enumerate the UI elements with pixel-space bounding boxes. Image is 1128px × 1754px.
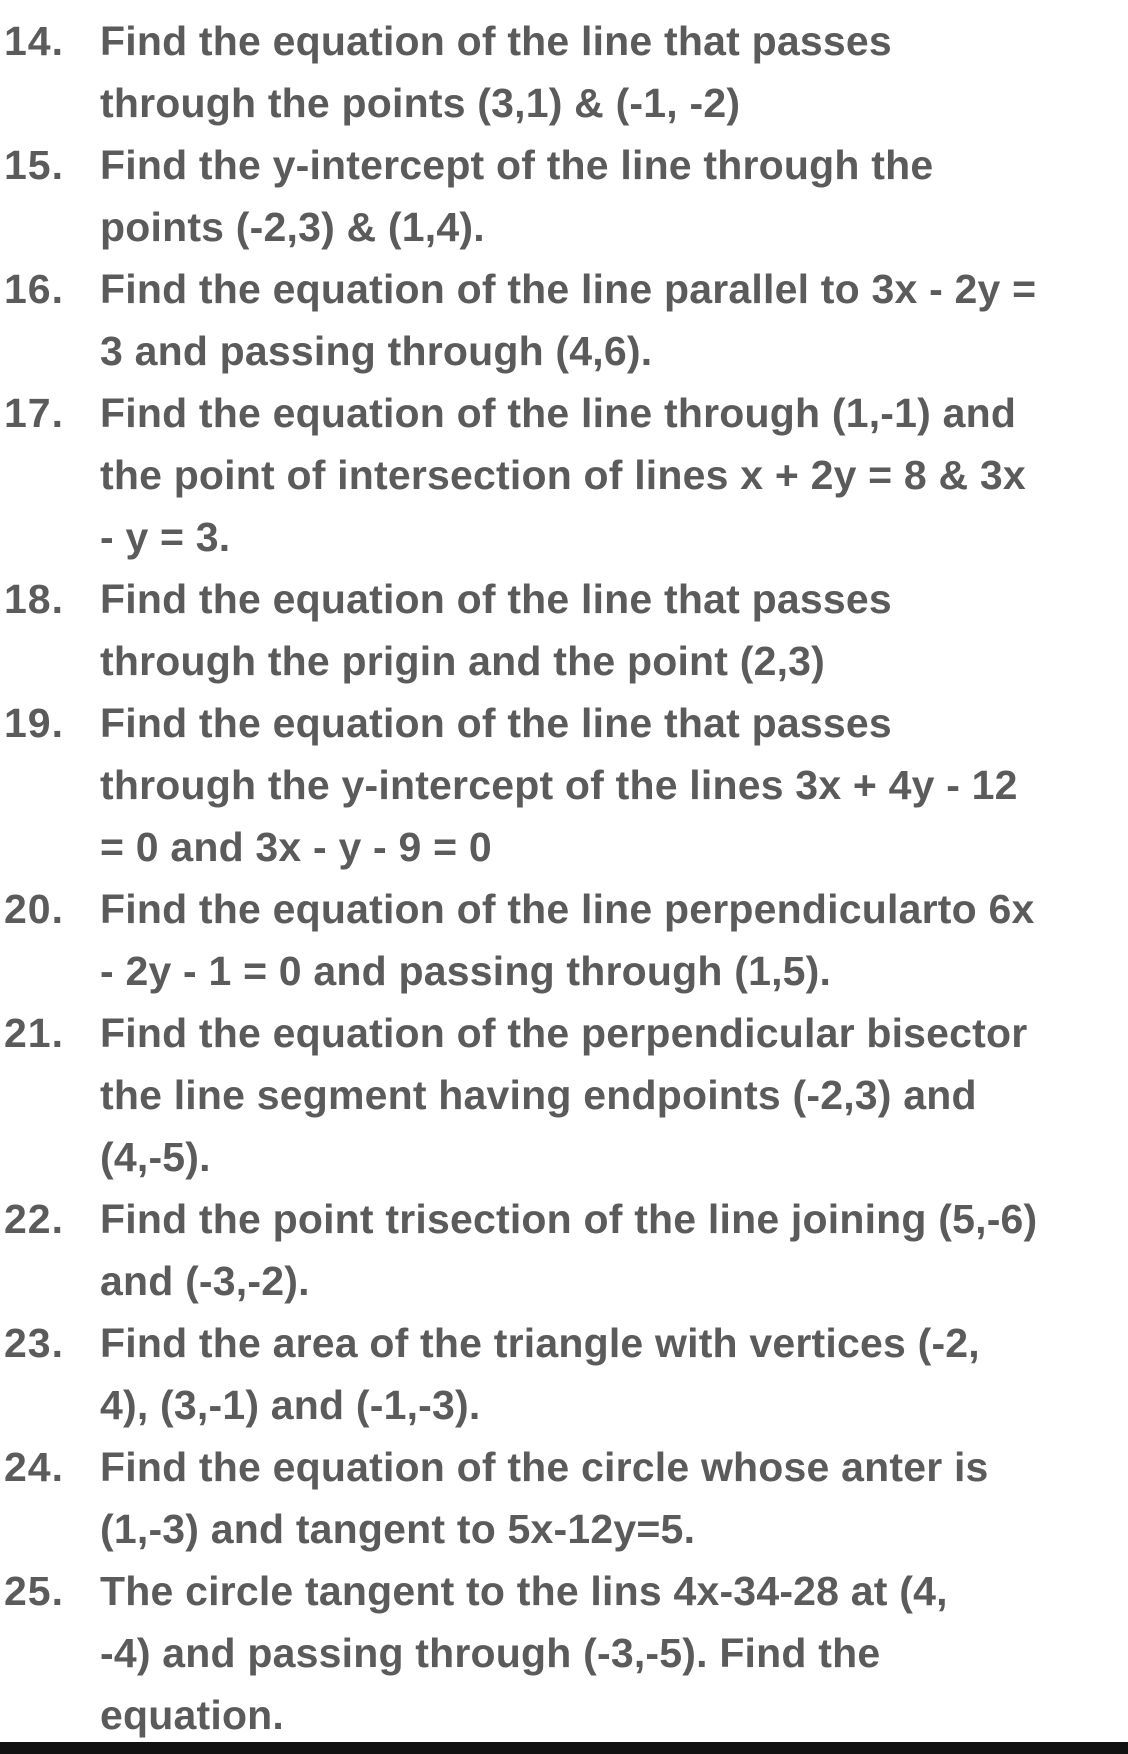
problem-number: 17. <box>4 390 64 436</box>
problem-text-line: -4) and passing through (-3,-5). Find the <box>100 1630 881 1676</box>
problem-text-line: 4), (3,-1) and (-1,-3). <box>100 1382 481 1428</box>
problem-22 <box>0 1188 1100 1312</box>
problem-text-line: (1,-3) and tangent to 5x-12y=5. <box>100 1506 696 1552</box>
bottom-divider <box>0 1742 1128 1754</box>
problem-list <box>0 10 1128 1746</box>
problem-18 <box>0 568 1100 692</box>
problem-text-line: and (-3,-2). <box>100 1258 310 1304</box>
problem-text-line: through the y-intercept of the lines 3x + 4y - 12 <box>100 762 1018 808</box>
problem-text-line: = 0 and 3x - y - 9 = 0 <box>100 824 492 870</box>
problem-text-line: Find the y-intercept of the line through the <box>100 142 934 188</box>
problem-number: 20. <box>4 886 64 932</box>
problem-text-line: Find the equation of the line that passes <box>100 700 892 746</box>
problem-text-line: points (-2,3) & (1,4). <box>100 204 485 250</box>
problem-text-line: Find the equation of the line through (1,-1) and <box>100 390 1017 436</box>
problem-15 <box>0 134 1100 258</box>
problem-number: 19. <box>4 700 64 746</box>
problem-text-line: Find the equation of the line perpendicularto 6x <box>100 886 1035 932</box>
problem-number: 23. <box>4 1320 64 1366</box>
problem-17 <box>0 382 1100 568</box>
problem-text-line: - y = 3. <box>100 514 231 560</box>
problem-number: 25. <box>4 1568 64 1614</box>
problem-text-line: equation. <box>100 1692 285 1738</box>
problem-19 <box>0 692 1100 878</box>
problem-24 <box>0 1436 1100 1560</box>
problem-text-line: The circle tangent to the lins 4x-34-28 at (4, <box>100 1568 948 1614</box>
problem-text-line: 3 and passing through (4,6). <box>100 328 653 374</box>
problem-number: 14. <box>4 18 64 64</box>
problem-text-line: (4,-5). <box>100 1134 211 1180</box>
problem-number: 22. <box>4 1196 64 1242</box>
problem-text-line: Find the equation of the line that passes <box>100 576 892 622</box>
problem-14 <box>0 10 1100 134</box>
problem-number: 18. <box>4 576 64 622</box>
problem-20 <box>0 878 1100 1002</box>
problem-25 <box>0 1560 1100 1746</box>
problem-number: 15. <box>4 142 64 188</box>
problem-number: 21. <box>4 1010 64 1056</box>
problem-21 <box>0 1002 1100 1188</box>
problem-text-line: Find the equation of the line that passes <box>100 18 892 64</box>
problem-16 <box>0 258 1100 382</box>
problem-text-line: Find the point trisection of the line joining (5,-6) <box>100 1196 1038 1242</box>
problem-text-line: through the points (3,1) & (-1, -2) <box>100 80 741 126</box>
problem-text-line: the point of intersection of lines x + 2y = 8 & 3x <box>100 452 1026 498</box>
problem-text-line: Find the area of the triangle with vertices (-2, <box>100 1320 980 1366</box>
problem-number: 16. <box>4 266 64 312</box>
problem-text-line: Find the equation of the perpendicular bisector <box>100 1010 1028 1056</box>
problem-text-line: Find the equation of the line parallel to 3x - 2y = <box>100 266 1037 312</box>
problem-text-line: - 2y - 1 = 0 and passing through (1,5). <box>100 948 832 994</box>
problem-text-line: through the prigin and the point (2,3) <box>100 638 826 684</box>
problem-text-line: the line segment having endpoints (-2,3) and <box>100 1072 977 1118</box>
problem-23 <box>0 1312 1100 1436</box>
problem-number: 24. <box>4 1444 64 1490</box>
problem-text-line: Find the equation of the circle whose anter is <box>100 1444 989 1490</box>
